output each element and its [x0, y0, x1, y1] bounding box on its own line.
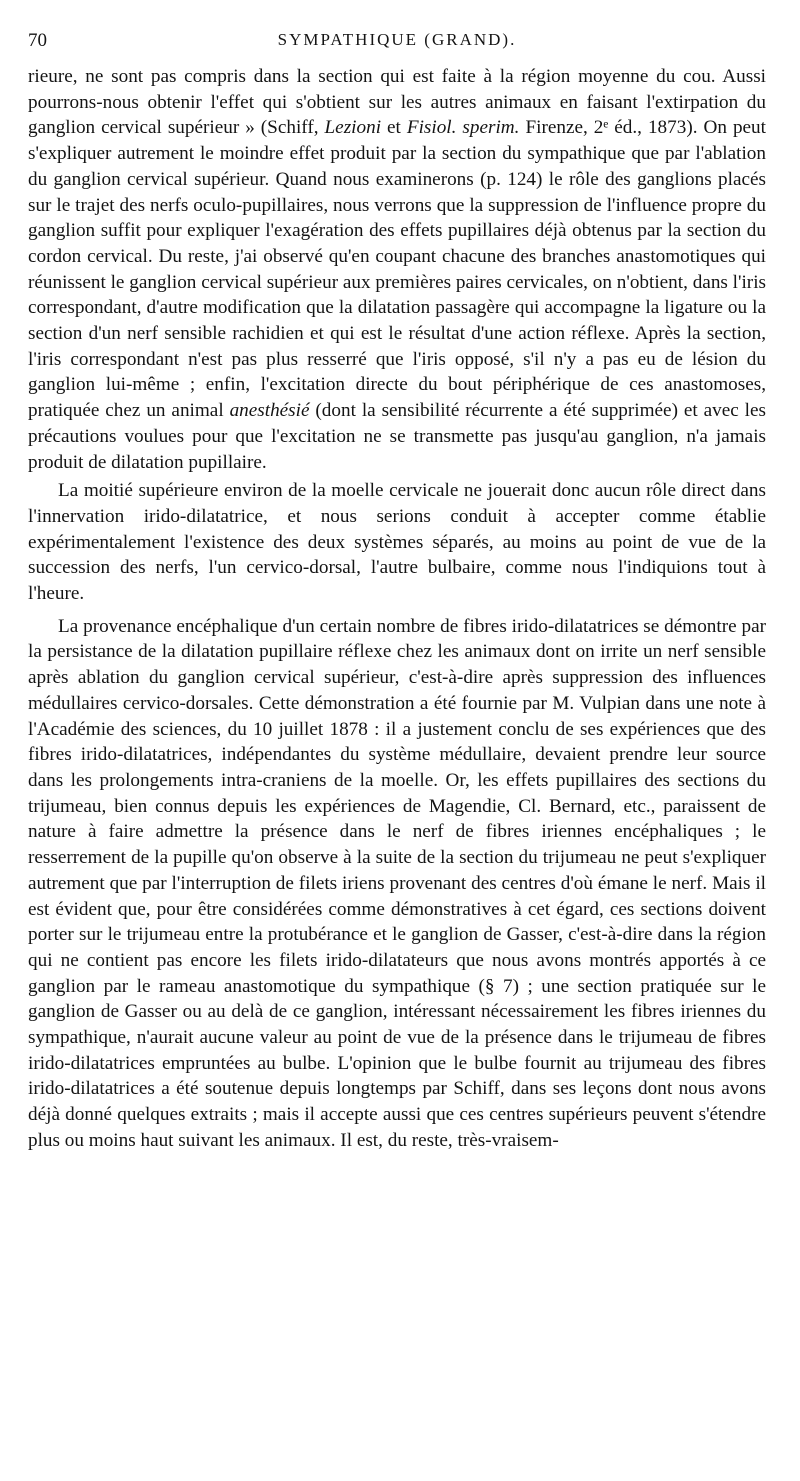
page-header [28, 28, 766, 64]
text-segment: Firenze, 2ᵉ éd., 1873). On peut s'expliquer autrement le moindre effet produit par la section du sympathique que par l'ablation du ganglion cervical supérieur. Quand nous examinerons (p. 124) le rôle des ganglions placés sur le trajet des nerfs oculo-pupillaires, nous verrons que la suppression de l'influence propre du ganglion suffit pour expliquer l'exagération des effets pupillaires déjà obtenus par la section du cordon cervical. Du reste, j'ai observé qu'en coupant chacune des branches anastomotiques qui réunissent le ganglion cervical supérieur aux premières paires cervicales, on n'obtient, dans l'iris correspondant, d'autre modification que la dilatation passagère qui accompagne la ligature ou la section d'un nerf sensible rachidien et qui est le résultat d'une action réflexe. Après la section, l'iris correspondant n'est pas plus resserré que l'iris opposé, s'il n'y a pas eu de lésion du ganglion lui-même ; enfin, l'excitation directe du bout périphérique de ces anastomoses, pratiquée chez un animal [28, 117, 766, 422]
text-segment: et [381, 117, 407, 139]
text-segment: La provenance encéphalique d'un certain nombre de fibres irido-dilatatrices se démontre par la persistance de la dilatation pupillaire réflexe chez les animaux dont on irrite un nerf sensible après ablation du ganglion cervical supérieur, c'est-à-dire après suppression des influences médullaires cervico-dorsales. Cette démonstration a été fournie par M. Vulpian dans une note à l'Académie des sciences, du 10 juillet 1878 : il a justement conclu de ses expériences que des fibres irido-dilatatrices, indépendantes du système médullaire, devaient prendre leur source dans les prolongements intra-craniens de la moelle. Or, les effets pupillaires des sections du trijumeau, bien connus depuis les expériences de Magendie, Cl. Bernard, etc., paraissent de nature à faire admettre la présence dans le nerf de fibres iriennes encéphaliques ; le resserrement de la pupille qu'on observe à la suite de la section du trijumeau ne peut s'expliquer autrement que par l'interruption de filets iriens provenant des centres d'où émane le nerf. Mais il est évident que, pour être considérées comme démonstratives à cet égard, ces sections doivent porter sur le trijumeau entre la protubérance et le ganglion de Gasser, c'est-à-dire dans la région qui ne contient pas encore les filets irido-dilatateurs que nous avons montrés apportés à ce ganglion par le rameau anastomotique du sympathique (§ 7) ; une section pratiquée sur le ganglion de Gasser ou au delà de ce ganglion, intéressant nécessairement les fibres iriennes du sympathique, n'aurait aucune valeur au point de vue de la présence dans le trijumeau de fibres irido-dilatatrices empruntées au bulbe. L'opinion que le bulbe fournit au trijumeau des fibres irido-dilatatrices a été soutenue depuis longtemps par Schiff, dans ses leçons dont nous avons déjà donné quelques extraits ; mais il accepte aussi que ces centres supérieurs peuvent s'étendre plus ou moins haut suivant les animaux. Il est, du reste, très-vraisem- [28, 615, 766, 1151]
italic-term: anesthésié [229, 400, 310, 422]
book-title-italic: Fisiol. sperim. [406, 117, 520, 139]
paragraph-2 [28, 478, 766, 607]
paragraph-3 [28, 614, 766, 1154]
text-segment: La moitié supérieure environ de la moelle cervicale ne jouerait donc aucun rôle direct dans l'innervation irido-dilatatrice, et nous serions conduit à accepter comme établie expérimentalement l'existence des deux systèmes séparés, au moins au point de vue de la succession des nerfs, l'un cervico-dorsal, l'autre bulbaire, comme nous l'indiquions tout à l'heure. [28, 480, 766, 605]
book-title-italic: Lezioni [324, 117, 382, 139]
page-number: 70 [28, 30, 47, 51]
page [28, 28, 766, 1154]
body-text [28, 64, 766, 1154]
running-head: SYMPATHIQUE (GRAND). [277, 30, 517, 49]
paragraph-1 [28, 64, 766, 475]
text-segment: rieure, ne sont pas compris dans la section qui est faite à la région moyenne du cou. Aussi pourrons-nous obtenir l'effet qui s'obtient sur les autres animaux en faisant l'extirpation du ganglion cervical supérieur » (Schiff, [28, 66, 766, 139]
text-segment: (dont la sensibilité récurrente a été supprimée) et avec les précautions voulues pour que l'excitation ne se transmette pas jusqu'au ganglion, n'a jamais produit de dilatation pupillaire. [28, 400, 766, 473]
